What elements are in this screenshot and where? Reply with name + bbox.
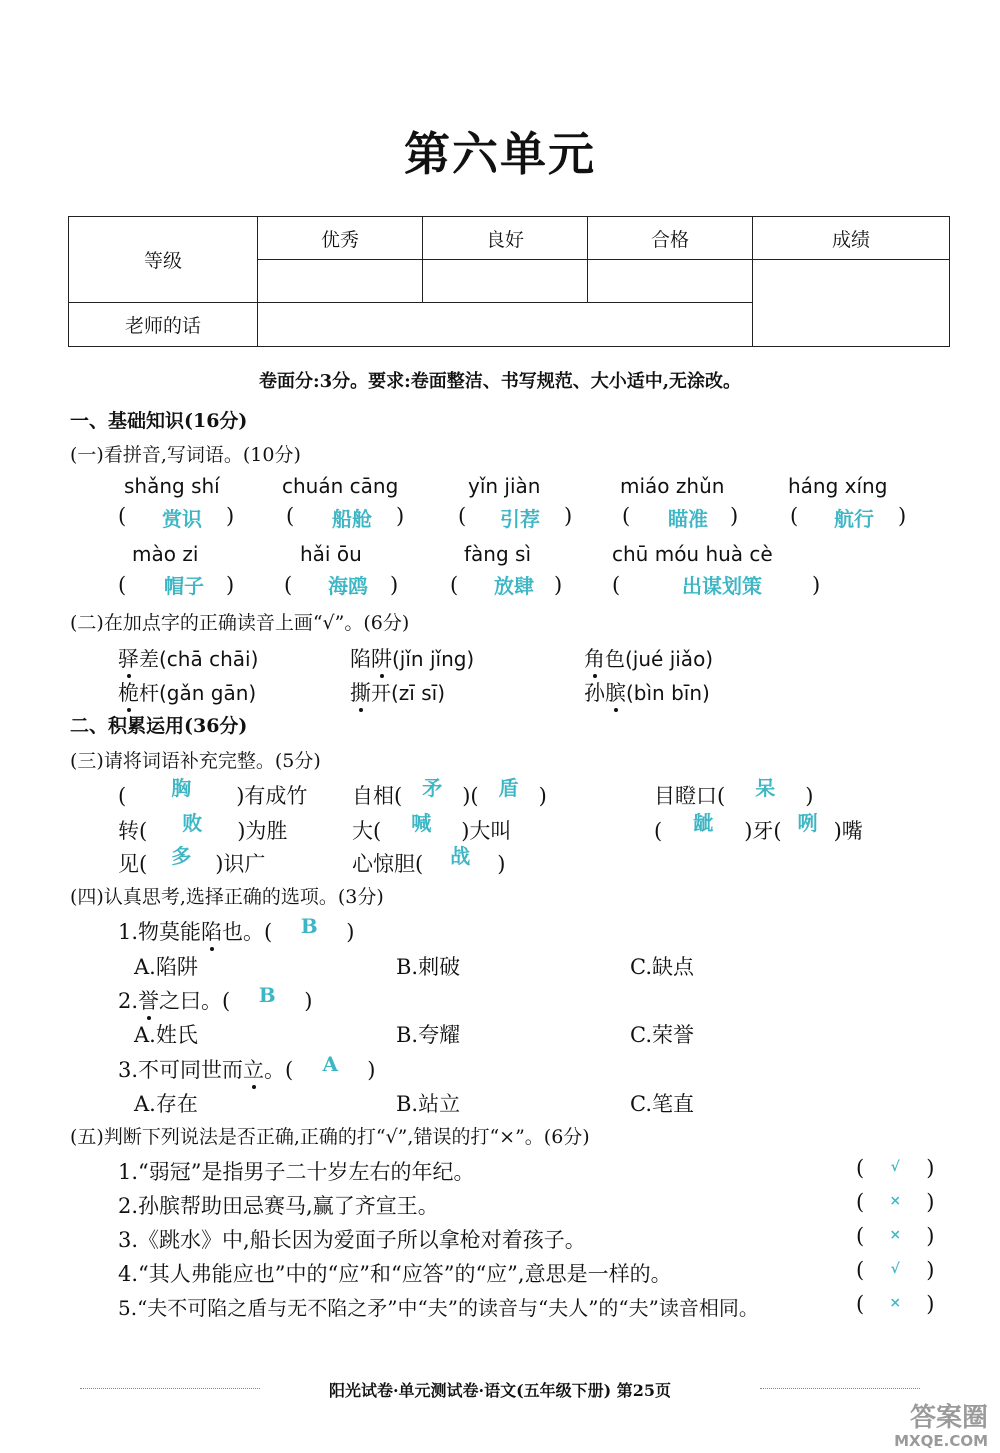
judgement-4-box[interactable]: ( √ ) bbox=[856, 1258, 935, 1282]
choice-question-3: 3.不可同世而立。( A ) bbox=[118, 1052, 376, 1082]
score-cell[interactable] bbox=[753, 260, 950, 347]
answer-8[interactable]: 放肆 bbox=[494, 574, 534, 598]
choice-3-c: C.笔直 bbox=[630, 1092, 694, 1116]
choice-question-1: 1.物莫能陷也。( B ) bbox=[118, 914, 355, 944]
idiom-1: ( 胸 )有成竹 bbox=[118, 776, 308, 808]
pinyin-1: shǎng shí bbox=[124, 474, 220, 498]
pinyin-6: mào zi bbox=[132, 542, 199, 566]
reading-6: 孙膑(bìn bīn) bbox=[584, 681, 710, 705]
judgement-1-box[interactable]: ( √ ) bbox=[856, 1156, 935, 1180]
judgement-1: 1.“弱冠”是指男子二十岁左右的年纪。 bbox=[118, 1160, 475, 1184]
good-header: 良好 bbox=[423, 217, 588, 260]
reading-5: 撕开(zī sī) bbox=[350, 681, 445, 705]
requirement-note: 卷面分:3分。要求:卷面整洁、书写规范、大小适中,无涂改。 bbox=[258, 371, 742, 392]
pass-header: 合格 bbox=[588, 217, 753, 260]
idiom-6: ( 龇 )牙( 咧 )嘴 bbox=[654, 811, 863, 843]
idiom-2: 自相( 矛 )( 盾 ) bbox=[352, 776, 547, 808]
question-pinyin: (一)看拼音,写词语。(10分) bbox=[70, 444, 301, 466]
choice-3-b: B.站立 bbox=[396, 1092, 461, 1116]
excellent-cell[interactable] bbox=[258, 260, 423, 303]
choice-2-b: B.夸耀 bbox=[396, 1023, 461, 1047]
question-idioms: (三)请将词语补充完整。(5分) bbox=[70, 750, 321, 772]
judgement-3: 3.《跳水》中,船长因为爱面子所以拿枪对着孩子。 bbox=[118, 1228, 586, 1252]
reading-2: 陷阱(jǐn jǐng) bbox=[350, 647, 475, 671]
answer-4[interactable]: 瞄准 bbox=[668, 507, 708, 531]
choice-1-b: B.刺破 bbox=[396, 955, 461, 979]
judgement-3-box[interactable]: ( × ) bbox=[856, 1224, 935, 1248]
score-header: 成绩 bbox=[753, 217, 950, 260]
pinyin-5: háng xíng bbox=[788, 474, 888, 498]
judgement-5: 5.“夫不可陷之盾与无不陷之矛”中“夫”的读音与“夫人”的“夫”读音相同。 bbox=[118, 1296, 759, 1320]
teacher-comment-label: 老师的话 bbox=[69, 303, 258, 347]
page-title: 第六单元 bbox=[404, 127, 596, 181]
grade-table bbox=[68, 216, 950, 347]
question-choices: (四)认真思考,选择正确的选项。(3分) bbox=[70, 886, 384, 908]
reading-4: 桅杆(gǎn gān) bbox=[118, 681, 257, 705]
answer-1[interactable]: 赏识 bbox=[162, 507, 202, 531]
choice-2-a: A.姓氏 bbox=[134, 1023, 198, 1047]
pass-cell[interactable] bbox=[588, 260, 753, 303]
section-basic: 一、基础知识(16分) bbox=[70, 410, 248, 432]
idiom-7: 见( 多 )识广 bbox=[118, 844, 266, 876]
answer-6[interactable]: 帽子 bbox=[164, 574, 204, 598]
judgement-2: 2.孙膑帮助田忌赛马,赢了齐宣王。 bbox=[118, 1194, 439, 1218]
idiom-8: 心惊胆( 战 ) bbox=[352, 844, 506, 876]
pinyin-4: miáo zhǔn bbox=[620, 474, 725, 498]
footer-rule-right bbox=[760, 1388, 920, 1389]
question-judgement: (五)判断下列说法是否正确,正确的打“√”,错误的打“×”。(6分) bbox=[70, 1126, 590, 1148]
choice-2-c: C.荣誉 bbox=[630, 1023, 694, 1047]
judgement-2-box[interactable]: ( × ) bbox=[856, 1190, 935, 1214]
pinyin-8: fàng sì bbox=[464, 542, 532, 566]
choice-1-a: A.陷阱 bbox=[134, 955, 198, 979]
good-cell[interactable] bbox=[423, 260, 588, 303]
idiom-3: 目瞪口( 呆 ) bbox=[654, 776, 814, 808]
answer-9[interactable]: 出谋划策 bbox=[682, 574, 762, 598]
pinyin-2: chuán cāng bbox=[282, 474, 399, 498]
section-accumulation: 二、积累运用(36分) bbox=[70, 715, 248, 737]
watermark: 答案圈 MXQE.COM bbox=[894, 1403, 988, 1450]
judgement-4: 4.“其人弗能应也”中的“应”和“应答”的“应”,意思是一样的。 bbox=[118, 1262, 672, 1286]
pinyin-3: yǐn jiàn bbox=[468, 474, 541, 498]
idiom-4: 转( 败 )为胜 bbox=[118, 811, 288, 843]
judgement-5-box[interactable]: ( × ) bbox=[856, 1292, 935, 1316]
level-label: 等级 bbox=[69, 217, 258, 303]
reading-1: 驿差(chā chāi) bbox=[118, 647, 259, 671]
question-reading: (二)在加点字的正确读音上画“√”。(6分) bbox=[70, 612, 410, 634]
reading-3: 角色(jué jiǎo) bbox=[584, 647, 714, 671]
teacher-comment-cell[interactable] bbox=[258, 303, 753, 347]
page-footer: 阳光试卷·单元测试卷·语文(五年级下册) 第25页 bbox=[328, 1381, 672, 1400]
answer-7[interactable]: 海鸥 bbox=[328, 574, 368, 598]
choice-1-c: C.缺点 bbox=[630, 955, 694, 979]
excellent-header: 优秀 bbox=[258, 217, 423, 260]
idiom-5: 大( 喊 )大叫 bbox=[352, 811, 512, 843]
pinyin-9: chū móu huà cè bbox=[612, 542, 773, 566]
answer-2[interactable]: 船舱 bbox=[332, 507, 372, 531]
choice-3-a: A.存在 bbox=[134, 1092, 198, 1116]
answer-3[interactable]: 引荐 bbox=[500, 507, 540, 531]
choice-question-2: 2.誉之曰。( B ) bbox=[118, 983, 313, 1013]
pinyin-7: hǎi ōu bbox=[300, 542, 362, 566]
answer-5[interactable]: 航行 bbox=[834, 507, 874, 531]
